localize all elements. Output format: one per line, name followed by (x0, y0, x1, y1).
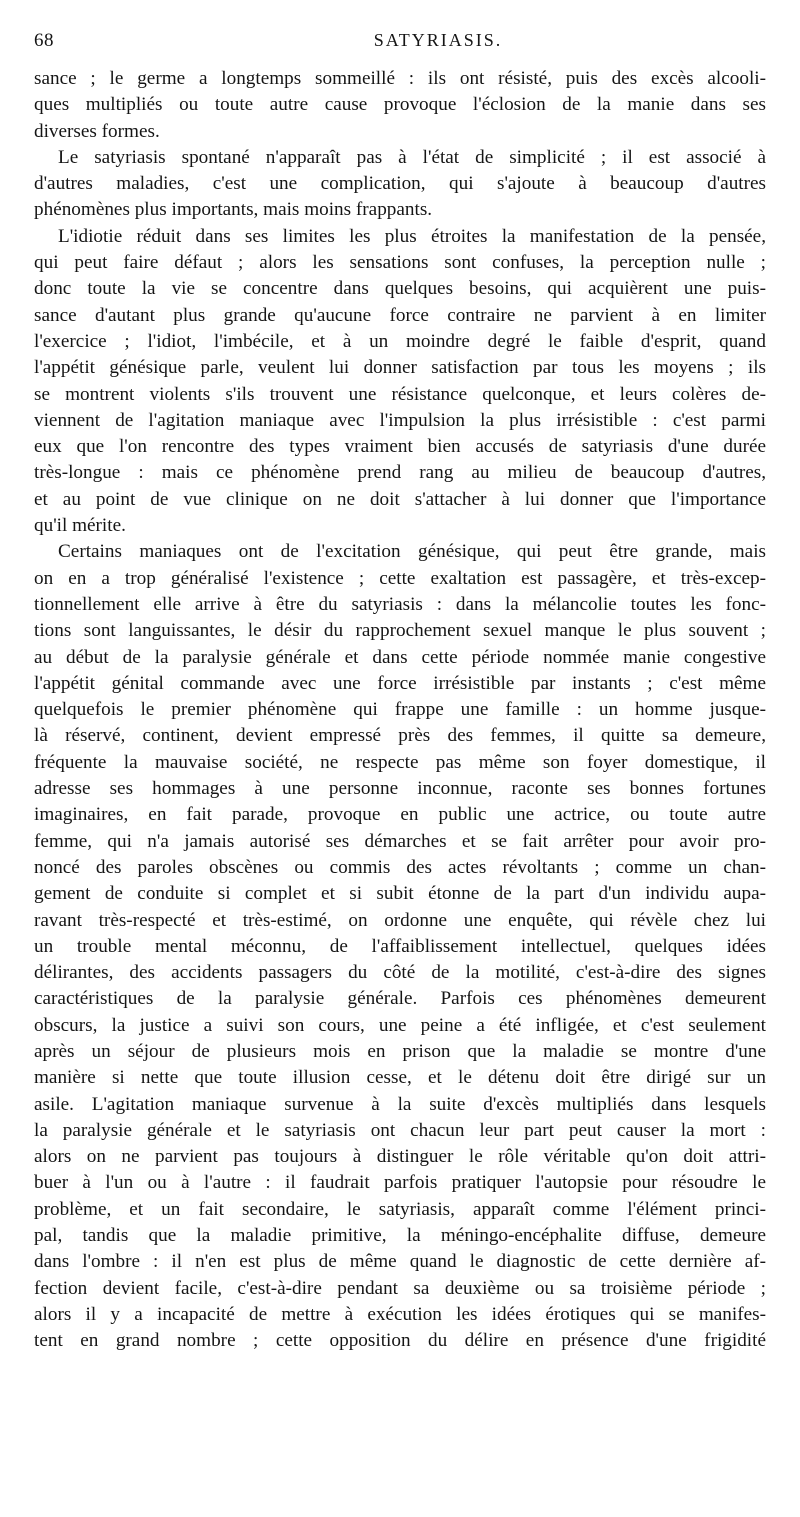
text-line: dans l'ombre : il n'en est plus de même quand le diagnostic de cette dernière af- (34, 1251, 766, 1273)
text-line: après un séjour de plusieurs mois en prison que la maladie se montre d'une (34, 1040, 766, 1062)
text-line: L'idiotie réduit dans ses limites les plus étroites la manifestation de la pensée, (58, 225, 766, 247)
body-text (34, 66, 766, 1355)
text-line: gement de conduite si complet et si subit étonne de la part d'un individu aupa- (34, 883, 766, 905)
text-line: un trouble mental méconnu, de l'affaiblissement intellectuel, quelques idées (34, 935, 766, 957)
text-line: buer à l'un ou à l'autre : il faudrait parfois pratiquer l'autopsie pour résoudre le (34, 1172, 766, 1194)
text-line: femme, qui n'a jamais autorisé ses démarches et se fait arrêter pour avoir pro- (34, 830, 766, 852)
text-line: asile. L'agitation maniaque survenue à la suite d'excès multipliés dans lesquels (34, 1093, 766, 1115)
text-line: au début de la paralysie générale et dans cette période nommée manie congestive (34, 646, 766, 668)
text-line: qui peut faire défaut ; alors les sensations sont confuses, la perception nulle ; (34, 252, 766, 274)
text-line: d'autres maladies, c'est une complication, qui s'ajoute à beaucoup d'autres (34, 173, 766, 195)
text-line: qu'il mérite. (34, 515, 126, 537)
text-line: problème, et un fait secondaire, le satyriasis, apparaît comme l'élément princi- (34, 1198, 766, 1220)
text-line: on en a trop généralisé l'existence ; cette exaltation est passagère, et très-excep- (34, 567, 766, 589)
text-line: délirantes, des accidents passagers du côté de la motilité, c'est-à-dire des signes (34, 962, 766, 984)
text-line: alors on ne parvient pas toujours à distinguer le rôle véritable qu'on doit attri- (34, 1146, 766, 1168)
text-line: adresse ses hommages à une personne inconnue, raconte ses bonnes fortunes (34, 778, 766, 800)
text-line: imaginaires, en fait parade, provoque en public une actrice, ou toute autre (34, 804, 766, 826)
text-line: phénomènes plus importants, mais moins frappants. (34, 199, 433, 221)
text-line: tionnellement elle arrive à être du satyriasis : dans la mélancolie toutes les fonc- (34, 593, 766, 615)
text-line: l'appétit génital commande avec une force irrésistible par instants ; c'est même (34, 672, 766, 694)
text-line: ravant très-respecté et très-estimé, on ordonne une enquête, qui révèle chez lui (34, 909, 766, 931)
text-line: sance d'autant plus grande qu'aucune force contraire ne parvient à en limiter (34, 304, 766, 326)
text-line: caractéristiques de la paralysie générale. Parfois ces phénomènes demeurent (34, 988, 766, 1010)
text-line: eux que l'on rencontre des types vraiment bien accusés de satyriasis d'une durée (34, 436, 766, 458)
text-line: sance ; le germe a longtemps sommeillé : ils ont résisté, puis des excès alcooli- (34, 68, 766, 89)
text-line: noncé des paroles obscènes ou commis des actes révoltants ; comme un chan- (34, 856, 766, 878)
text-line: l'appétit génésique parle, veulent lui donner satisfaction par tous les moyens ; ils (34, 357, 766, 379)
page-number: 68 (34, 30, 54, 51)
text-line: quelquefois le premier phénomène qui frappe une famille : un homme jusque- (34, 699, 766, 721)
text-line: diverses formes. (34, 120, 160, 142)
text-line: fection devient facile, c'est-à-dire pendant sa deuxième ou sa troisième période ; (34, 1277, 766, 1299)
text-line: se montrent violents s'ils trouvent une résistance quelconque, et leurs colères de- (34, 383, 766, 405)
text-line: fréquente la mauvaise société, ne respecte pas même son foyer domestique, il (34, 751, 766, 773)
running-title: SATYRIASIS. (373, 30, 503, 50)
text-line: manière si nette que toute illusion cesse, et le détenu doit être dirigé sur un (34, 1067, 766, 1089)
text-line: alors il y a incapacité de mettre à exécution les idées érotiques qui se manifes- (34, 1303, 766, 1325)
text-line: Certains maniaques ont de l'excitation génésique, qui peut être grande, mais (58, 541, 766, 563)
page-header (34, 30, 768, 58)
text-line: pal, tandis que la maladie primitive, la méningo-encéphalite diffuse, demeure (34, 1225, 766, 1247)
text-line: là réservé, continent, devient empressé près des femmes, il quitte sa demeure, (34, 725, 766, 747)
text-line: tions sont languissantes, le désir du rapprochement sexuel manque le plus souvent ; (34, 620, 766, 642)
text-line: donc toute la vie se concentre dans quelques besoins, qui acquièrent une puis- (34, 278, 766, 300)
text-line: et au point de vue clinique on ne doit s'attacher à lui donner que l'importance (34, 488, 766, 510)
text-line: ques multipliés ou toute autre cause provoque l'éclosion de la manie dans ses (34, 94, 766, 116)
text-line: Le satyriasis spontané n'apparaît pas à l'état de simplicité ; il est associé à (58, 146, 766, 168)
text-line: viennent de l'agitation maniaque avec l'impulsion la plus irrésistible : c'est parmi (34, 409, 766, 431)
text-line: la paralysie générale et le satyriasis ont chacun leur part peut causer la mort : (34, 1119, 766, 1141)
text-line: tent en grand nombre ; cette opposition du délire en présence d'une frigidité (34, 1330, 766, 1352)
text-line: très-longue : mais ce phénomène prend rang au milieu de beaucoup d'autres, (34, 462, 766, 484)
text-line: obscurs, la justice a suivi son cours, une peine a été infligée, et c'est seulement (34, 1014, 766, 1036)
text-line: l'exercice ; l'idiot, l'imbécile, et à un moindre degré le faible d'esprit, quand (34, 330, 766, 352)
